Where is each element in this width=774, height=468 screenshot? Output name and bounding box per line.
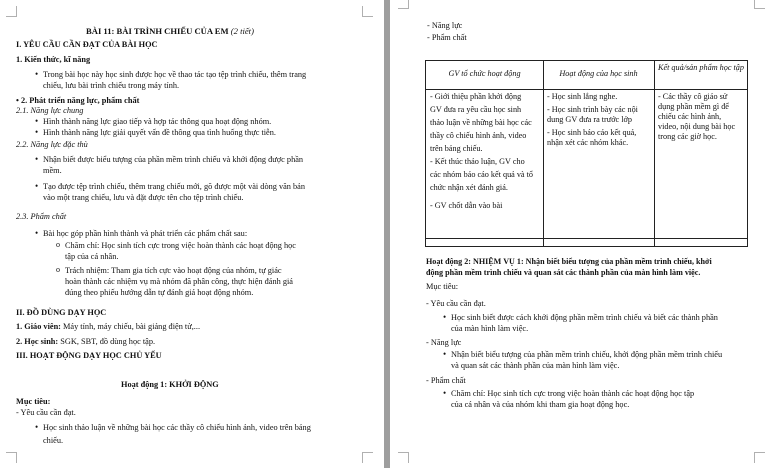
table-line: - Học sinh trình bày các nội bbox=[547, 105, 638, 114]
requirements-label: - Yêu cầu cần đạt. bbox=[16, 408, 76, 417]
section-1-heading: I. YÊU CẦU CẦN ĐẠT CỦA BÀI HỌC bbox=[16, 40, 158, 49]
table-line: - GV chốt dẫn vào bài bbox=[430, 201, 503, 210]
table-header-student: Hoạt động của học sinh bbox=[559, 69, 638, 78]
lesson-title bbox=[86, 26, 254, 36]
knowledge-bullet-line1: • Trong bài học này học sinh được học về thao tác tạo tệp trình chiếu, thêm trang bbox=[43, 70, 306, 80]
table-line: các nhóm báo cáo kết quả và tổ bbox=[430, 170, 533, 179]
table-line: - Các thầy cô giáo sử bbox=[658, 92, 728, 101]
activity-2-heading-line2: động phần mềm trình chiếu và quan sát các thành phần của màn hình làm việc. bbox=[426, 268, 701, 277]
specific-competency-1-line1: • Nhận biết được biểu tượng của phần mềm trình chiếu và khởi động được phần bbox=[43, 155, 303, 165]
general-competency-2: • Hình thành năng lực giải quyết vấn đề thông qua tình huống thực tiễn. bbox=[43, 128, 276, 138]
crop-mark-top-left bbox=[398, 0, 409, 9]
section-2-heading: II. ĐỒ DÙNG DẠY HỌC bbox=[16, 308, 107, 317]
table-line: - Giới thiệu phần khởi động bbox=[430, 92, 522, 101]
crop-mark-bottom-right bbox=[362, 452, 373, 463]
crop-mark-bottom-right bbox=[754, 452, 765, 463]
activity-1-heading: Hoạt động 1: KHỞI ĐỘNG bbox=[121, 380, 219, 389]
competency-label: - Năng lực bbox=[427, 21, 463, 30]
activity-1-bullet-line2: chiếu. bbox=[43, 436, 64, 445]
document-page-left bbox=[0, 0, 384, 468]
table-line: - Kết thúc thảo luận, GV cho bbox=[430, 157, 525, 166]
crop-mark-top-left bbox=[6, 6, 17, 17]
table-line: - Học sinh lắng nghe. bbox=[547, 92, 618, 101]
subsection-knowledge: 1. Kiến thức, kĩ năng bbox=[16, 55, 91, 64]
table-cell-student bbox=[547, 92, 653, 148]
knowledge-bullet-line2: chiếu, lưu bài trình chiếu trong máy tính. bbox=[43, 81, 180, 90]
specific-competency-2-line2: vào một trang chiếu, lưu và đặt được tên cho tệp trình chiếu. bbox=[43, 193, 244, 202]
crop-mark-bottom-left bbox=[6, 452, 17, 463]
quality-responsibility-line2: hoàn thành các nhiệm vụ mà nhóm đã phân công, thực hiện đánh giá bbox=[65, 277, 293, 286]
activity-2-heading-line1: Hoạt động 2: NHIỆM VỤ 1: Nhận biết biểu tượng của phần mềm trình chiếu, khởi bbox=[426, 257, 712, 266]
crop-mark-top-right bbox=[754, 0, 765, 9]
subsection-general-competency: 2.1. Năng lực chung bbox=[16, 106, 84, 115]
quality-bullet-line1: • Chăm chỉ: Học sinh tích cực trong việc hoàn thành các hoạt động học tập bbox=[451, 389, 694, 399]
quality-diligence-line2: tập của cá nhân. bbox=[65, 252, 119, 261]
objectives-label: Mục tiêu: bbox=[426, 282, 459, 291]
competency-bullet-line1: • Nhận biết biểu tượng của phần mềm trình chiếu, khởi động phần mềm trình chiếu bbox=[451, 350, 722, 360]
table-line: dụng phần mềm gì để bbox=[658, 102, 729, 111]
table-line: dung GV đưa ra trước lớp bbox=[547, 115, 632, 124]
table-line: trong các giờ học. bbox=[658, 132, 717, 141]
table-line: thảo luận về những bài học các bbox=[430, 118, 532, 127]
table-line: video, nội dung bài học bbox=[658, 122, 736, 131]
requirement-bullet-line1: • Học sinh biết được cách khởi động phần mềm trình chiếu và biết các thành phần bbox=[451, 313, 718, 323]
table-header-teacher: GV tổ chức hoạt động bbox=[448, 69, 521, 78]
activity-1-bullet-line1: • Học sinh thảo luận về những bài học các thầy cô chiếu hình ảnh, video trên bảng bbox=[43, 423, 311, 433]
objectives-label: Mục tiêu: bbox=[16, 397, 51, 406]
table-line: - Học sinh báo cáo kết quả, bbox=[547, 128, 637, 137]
table-cell-result bbox=[658, 92, 746, 142]
competency-bullet-line2: và quan sát các thành phần của màn hình làm việc. bbox=[451, 361, 620, 370]
specific-competency-1-line2: mềm. bbox=[43, 166, 62, 175]
subsection-qualities: 2.3. Phẩm chất bbox=[16, 212, 67, 221]
table-line: trên bảng chiếu. bbox=[430, 144, 483, 153]
quality-responsibility-line3: đúng theo phiếu hướng dẫn tự đánh giá hoạt động nhóm. bbox=[65, 288, 254, 297]
subsection-specific-competency: 2.2. Năng lực đặc thù bbox=[16, 140, 88, 149]
lesson-title-text: BÀI 11: BÀI TRÌNH CHIẾU CỦA EM bbox=[86, 26, 229, 36]
lesson-title-note: (2 tiết) bbox=[230, 26, 254, 36]
teacher-materials-text: Máy tính, máy chiếu, bài giảng điện tử,... bbox=[60, 322, 201, 331]
qualities-label-2: - Phẩm chất bbox=[426, 376, 466, 385]
activity-table bbox=[425, 60, 748, 247]
general-competency-1: • Hình thành năng lực giao tiếp và hợp tác thông qua hoạt động nhóm. bbox=[43, 117, 271, 127]
teacher-label: 1. Giáo viên: bbox=[16, 322, 61, 331]
competency-label-2: - Năng lực bbox=[426, 338, 462, 347]
table-cell-teacher bbox=[430, 92, 542, 211]
crop-mark-top-right bbox=[362, 6, 373, 17]
student-label: 2. Học sinh: bbox=[16, 337, 59, 346]
specific-competency-2-line1: • Tạo được tệp trình chiếu, thêm trang chiếu mới, gõ được một vài dòng văn bản bbox=[43, 182, 305, 192]
student-materials-text: SGK, SBT, đồ dùng học tập. bbox=[58, 337, 156, 346]
crop-mark-bottom-left bbox=[398, 452, 409, 463]
table-line: thầy cô chiếu hình ảnh, video bbox=[430, 131, 527, 140]
table-line: chiếu các hình ảnh, bbox=[658, 112, 722, 121]
section-3-heading: III. HOẠT ĐỘNG DẠY HỌC CHỦ YẾU bbox=[16, 351, 162, 360]
requirements-label: - Yêu cầu cần đạt. bbox=[426, 299, 486, 308]
table-header-result: Kết quả/sản phẩm học tập bbox=[658, 63, 744, 72]
qualities-intro: • Bài học góp phần hình thành và phát triển các phẩm chất sau: bbox=[43, 229, 247, 239]
teacher-materials bbox=[16, 322, 200, 332]
quality-diligence-line1: o Chăm chỉ: Học sinh tích cực trong việc hoàn thành các hoạt động học bbox=[65, 241, 296, 251]
requirement-bullet-line2: của màn hình làm việc. bbox=[451, 324, 529, 333]
table-line: nhận xét các nhóm khác. bbox=[547, 138, 629, 147]
table-line: chức nhận xét đánh giá. bbox=[430, 183, 508, 192]
subsection-competency: • 2. Phát triển năng lực, phẩm chất bbox=[16, 96, 140, 105]
student-materials bbox=[16, 337, 155, 347]
table-line: GV đưa ra yêu cầu học sinh bbox=[430, 105, 522, 114]
quality-bullet-line2: của cá nhân và của nhóm khi tham gia hoạt động học. bbox=[451, 400, 630, 409]
quality-responsibility-line1: o Trách nhiệm: Tham gia tích cực vào hoạt động của nhóm, tự giác bbox=[65, 266, 282, 276]
qualities-label: - Phẩm chất bbox=[427, 33, 467, 42]
